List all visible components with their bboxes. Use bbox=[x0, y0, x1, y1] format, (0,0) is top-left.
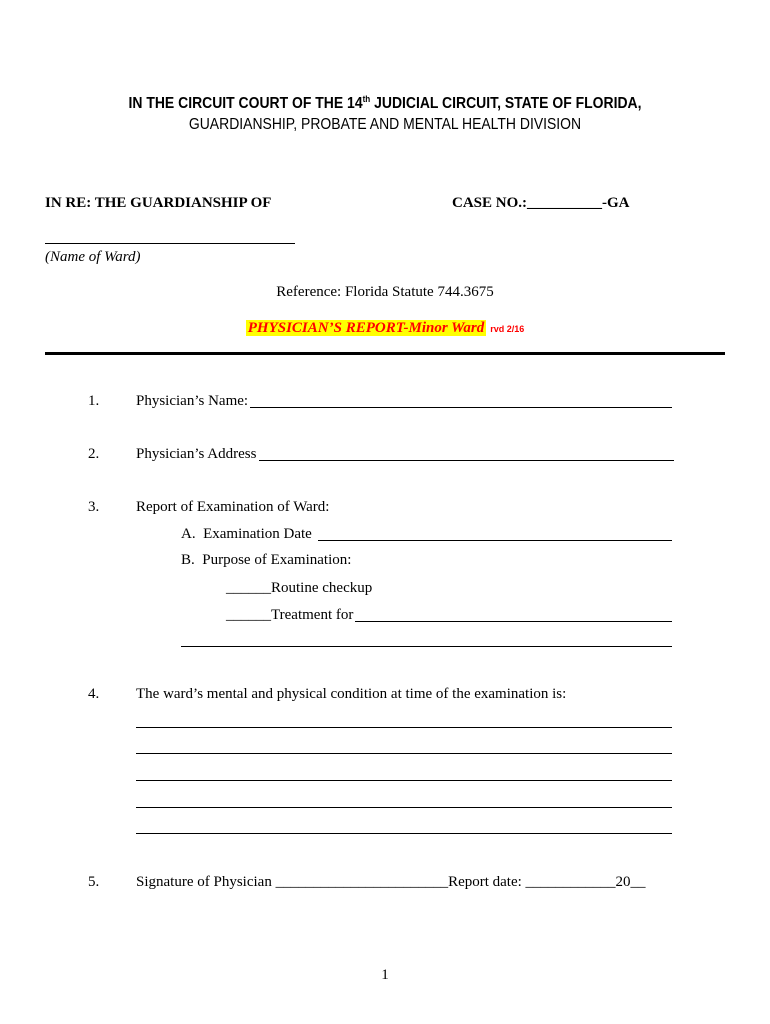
item-number-4: 4. bbox=[88, 686, 100, 702]
exam-date-label: A. Examination Date bbox=[181, 526, 312, 542]
case-number-field[interactable]: CASE NO.:__________-GA bbox=[452, 195, 630, 211]
court-heading-sup: th bbox=[362, 94, 371, 104]
court-heading-pre: IN THE CIRCUIT COURT OF THE 14 bbox=[128, 95, 363, 113]
item-number-5: 5. bbox=[88, 874, 100, 890]
form-title: PHYSICIAN’S REPORT-Minor Ward bbox=[247, 320, 485, 336]
treatment-for-field[interactable] bbox=[355, 621, 672, 622]
condition-line-5[interactable] bbox=[136, 833, 672, 834]
divider-rule bbox=[45, 352, 725, 355]
item-number-2: 2. bbox=[88, 446, 100, 462]
division-heading: GUARDIANSHIP, PROBATE AND MENTAL HEALTH DIVISION bbox=[188, 116, 582, 133]
page-number: 1 bbox=[381, 967, 389, 983]
condition-line-1[interactable] bbox=[136, 727, 672, 728]
reference-text: Reference: Florida Statute 744.3675 bbox=[276, 284, 494, 300]
item-number-3: 3. bbox=[88, 499, 100, 515]
condition-label: The ward’s mental and physical condition at time of the examination is: bbox=[136, 686, 567, 702]
court-heading bbox=[39, 94, 732, 113]
treatment-for-option[interactable]: ______Treatment for bbox=[226, 607, 354, 623]
physician-address-field[interactable] bbox=[259, 460, 674, 461]
condition-line-2[interactable] bbox=[136, 753, 672, 754]
item-number-1: 1. bbox=[88, 393, 100, 409]
form-title-row bbox=[0, 319, 770, 337]
physician-address-label: Physician’s Address bbox=[136, 446, 257, 462]
condition-line-4[interactable] bbox=[136, 807, 672, 808]
in-re-label: IN RE: THE GUARDIANSHIP OF bbox=[45, 195, 272, 211]
purpose-label: B. Purpose of Examination: bbox=[181, 552, 352, 568]
treatment-continuation-line[interactable] bbox=[181, 646, 672, 647]
ward-name-line[interactable] bbox=[45, 243, 295, 244]
routine-checkup-option[interactable]: ______Routine checkup bbox=[226, 580, 373, 596]
report-exam-label: Report of Examination of Ward: bbox=[136, 499, 330, 515]
name-of-ward-label: (Name of Ward) bbox=[45, 249, 141, 265]
signature-report-date-line[interactable]: Signature of Physician _______________________Report date: ____________20__ bbox=[136, 874, 646, 890]
revision-label: rvd 2/16 bbox=[490, 324, 525, 334]
court-heading-post: JUDICIAL CIRCUIT, STATE OF FLORIDA, bbox=[370, 95, 642, 113]
physician-name-field[interactable] bbox=[250, 407, 672, 408]
condition-line-3[interactable] bbox=[136, 780, 672, 781]
exam-date-field[interactable] bbox=[318, 540, 672, 541]
physician-name-label: Physician’s Name: bbox=[136, 393, 249, 409]
